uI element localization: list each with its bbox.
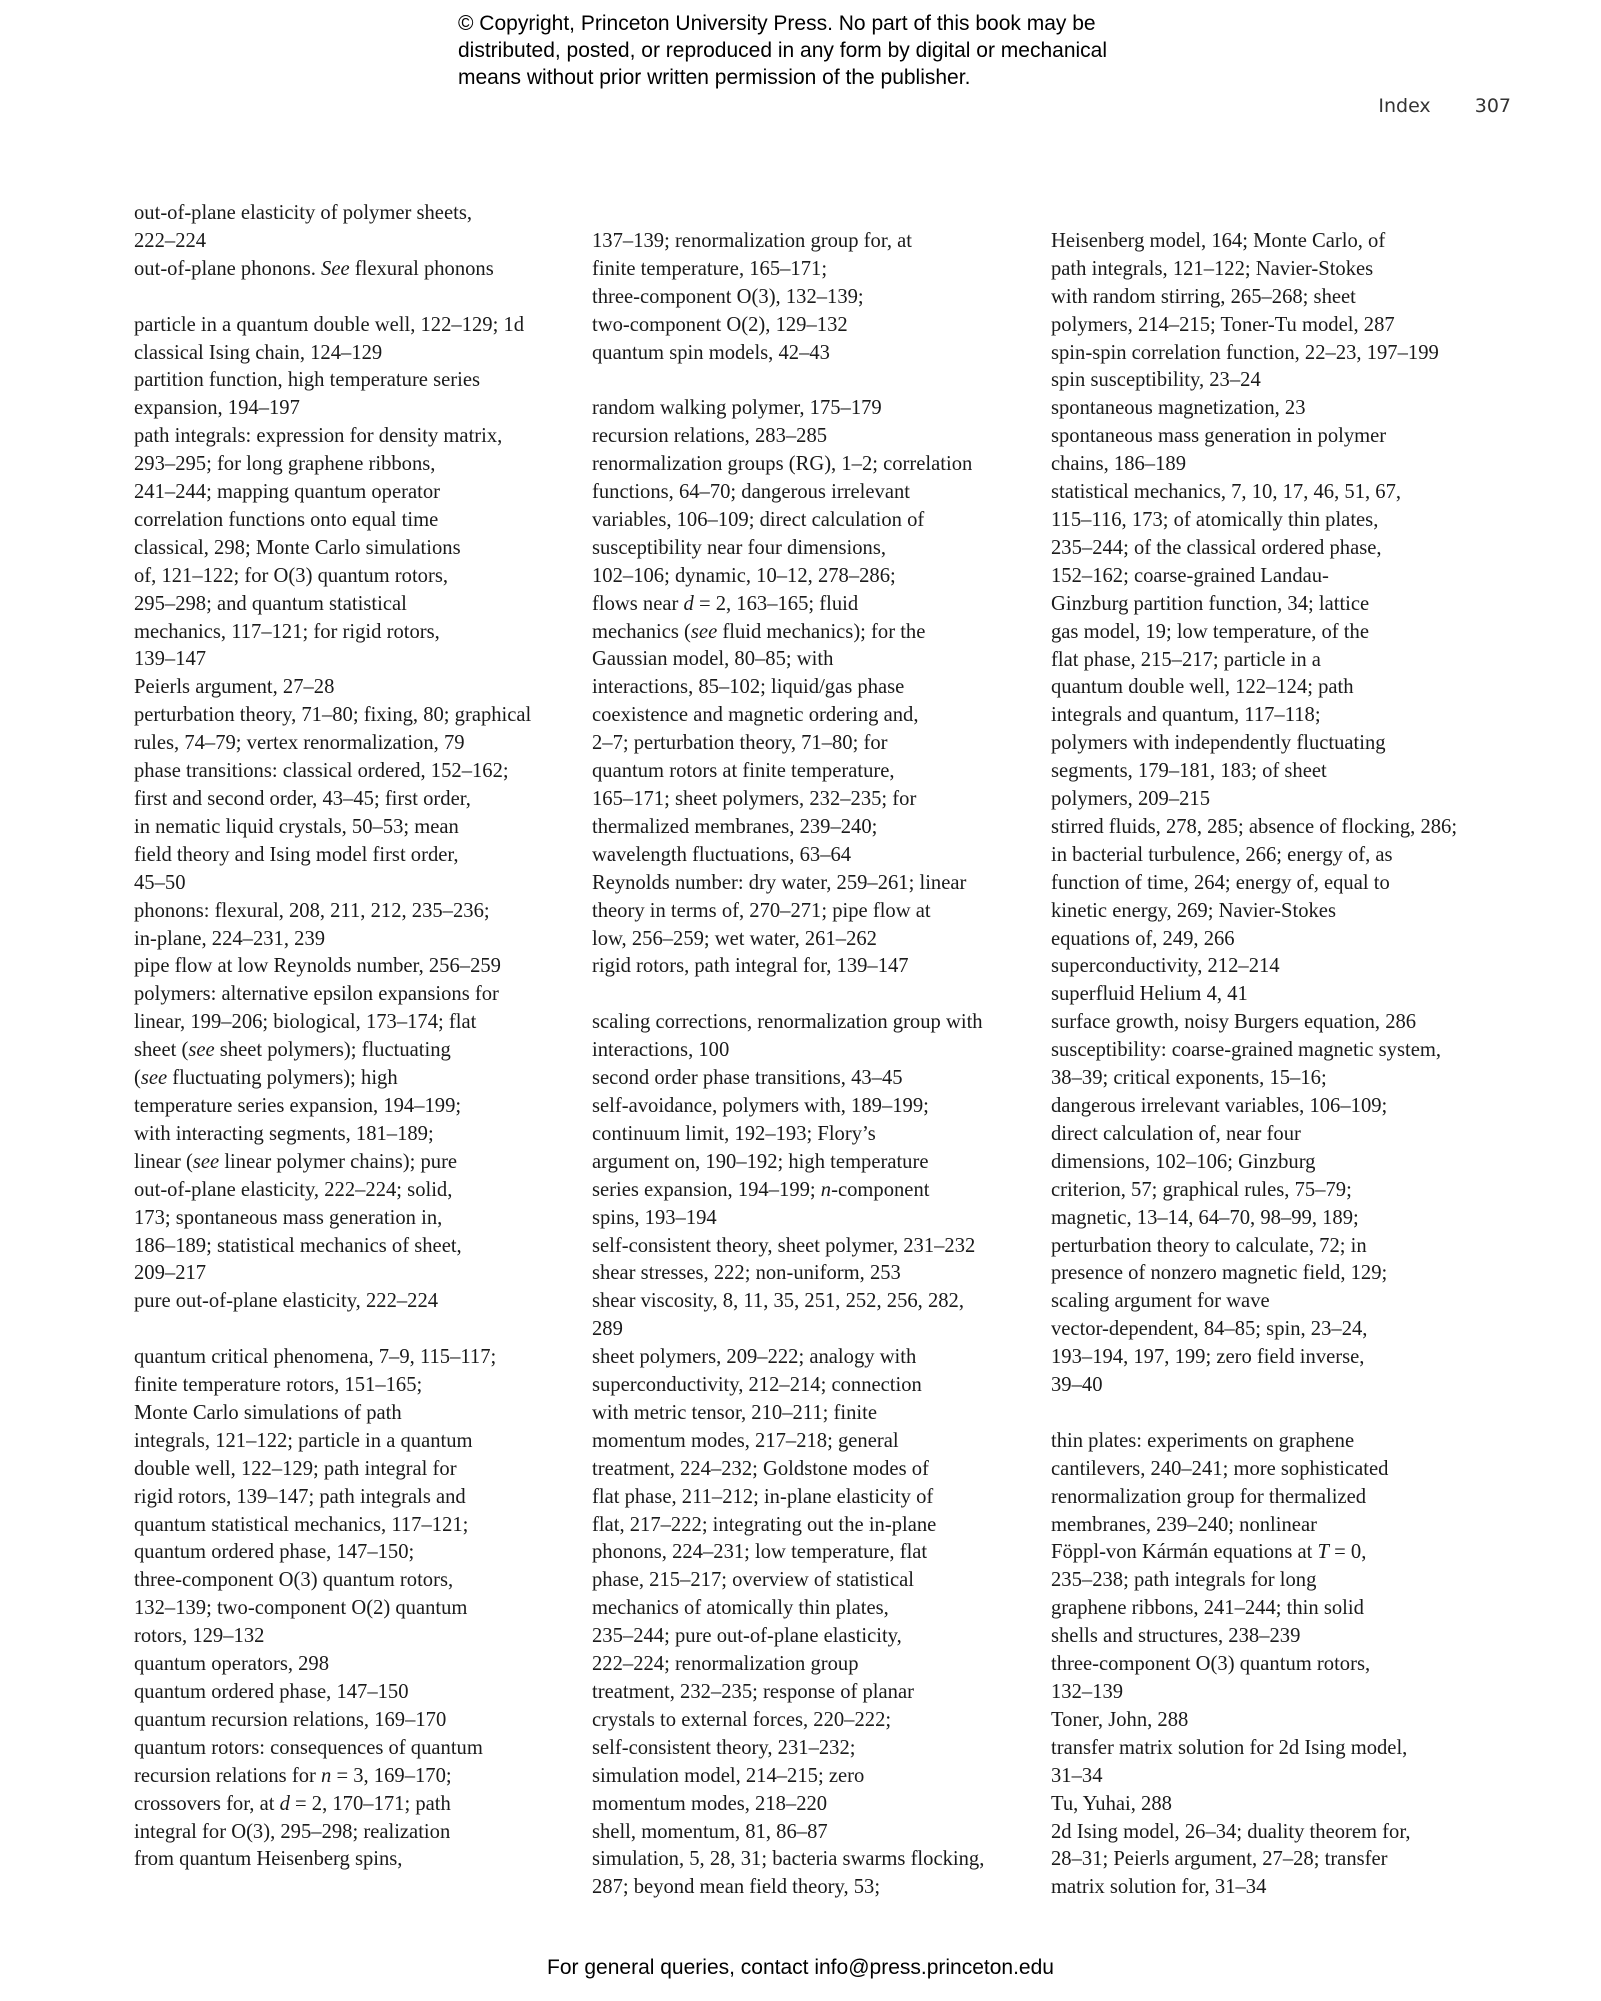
index-entry [134, 674, 564, 702]
index-entry-continuation: quantum statistical mechanics, 117–121; [134, 1513, 469, 1536]
index-entry-continuation: superconductivity, 212–214; connection [592, 1374, 922, 1397]
index-entry [134, 200, 564, 256]
index-entry-line: self-avoidance, polymers with, 189–199; [592, 1094, 929, 1117]
index-entry-continuation: integral for O(3), 295–298; realization [134, 1820, 451, 1843]
index-entry-line: out-of-plane phonons. See flexural phonons [134, 257, 494, 280]
index-entry-line: statistical mechanics, 7, 10, 17, 46, 51, 67, [1051, 481, 1402, 504]
index-entry-continuation: 222–224 [134, 229, 207, 252]
footer-contact: For general queries, contact info@press.princeton.edu [547, 1956, 1054, 1979]
index-entry [1051, 200, 1491, 340]
index-entry-continuation: rules, 74–79; vertex renormalization, 79 [134, 732, 465, 755]
copyright-notice [458, 10, 1218, 91]
index-entry-continuation: expansion, 194–197 [134, 397, 300, 420]
index-entry-line: pipe flow at low Reynolds number, 256–259 [134, 955, 501, 978]
index-entry-continuation: linear (see linear polymer chains); pure [134, 1150, 458, 1173]
index-entry-continuation: perturbation theory to calculate, 72; in [1051, 1234, 1367, 1257]
index-entry-continuation: 132–139; two-component O(2) quantum [134, 1597, 468, 1620]
index-entry-line: path integrals: expression for density matrix, [134, 425, 503, 448]
index-entry-continuation: 287; beyond mean field theory, 53; [592, 1876, 881, 1899]
index-entry-continuation: path integrals, 121–122; Navier-Stokes [1051, 257, 1374, 280]
index-entry-continuation: gas model, 19; low temperature, of the [1051, 620, 1369, 643]
index-entry-line: Reynolds number: dry water, 259–261; linear [592, 871, 967, 894]
letter-group-gap [134, 284, 564, 312]
index-entry-continuation: treatment, 224–232; Goldstone modes of [592, 1457, 929, 1480]
index-entry-continuation: flows near d = 2, 163–165; fluid [592, 592, 859, 615]
index-entry-continuation: 293–295; for long graphene ribbons, [134, 453, 436, 476]
index-entry-continuation: quantum ordered phase, 147–150; [134, 1541, 415, 1564]
index-entry-continuation: classical Ising chain, 124–129 [134, 341, 383, 364]
index-entry [134, 256, 564, 284]
index-entry [134, 702, 564, 758]
index-entry-continuation: momentum modes, 218–220 [592, 1792, 828, 1815]
index-entry-continuation: integrals and quantum, 117–118; [1051, 704, 1321, 727]
index-entry [1051, 1428, 1491, 1651]
index-entry-continuation: three-component O(3), 132–139; [592, 285, 864, 308]
index-entry-line: random walking polymer, 175–179 [592, 397, 882, 420]
index-entry-continuation: 235–244; of the classical ordered phase, [1051, 536, 1382, 559]
index-entry-continuation: spins, 193–194 [592, 1206, 717, 1229]
index-entry-continuation: flat, 217–222; integrating out the in-plane [592, 1513, 937, 1536]
index-entry [1051, 953, 1491, 981]
index-entry-line: particle in a quantum double well, 122–129; 1d [134, 313, 525, 336]
index-entry-continuation: 2–7; perturbation theory, 71–80; for [592, 732, 888, 755]
index-entry-line: recursion relations, 283–285 [592, 425, 828, 448]
index-entry [1051, 395, 1491, 423]
index-entry-continuation: presence of nonzero magnetic field, 129; [1051, 1262, 1388, 1285]
index-entry-line: partition function, high temperature series [134, 369, 480, 392]
index-entry-line: Peierls argument, 27–28 [134, 676, 335, 699]
index-entry-continuation: field theory and Ising model first order, [134, 843, 459, 866]
copyright-line: © Copyright, Princeton University Press. No part of this book may be [458, 12, 1096, 35]
index-entry-continuation: (see fluctuating polymers); high [134, 1067, 398, 1090]
index-entry-line: polymers: alternative epsilon expansions for [134, 983, 499, 1006]
index-column-3 [1051, 200, 1491, 1902]
running-head [1378, 95, 1511, 117]
index-entry-continuation: polymers, 209–215 [1051, 788, 1211, 811]
index-entry-line: 2d Ising model, 26–34; duality theorem for, [1051, 1820, 1411, 1843]
index-entry [1051, 423, 1491, 479]
index-entry-continuation: 186–189; statistical mechanics of sheet, [134, 1234, 462, 1257]
index-entry [592, 1065, 1027, 1093]
index-entry-continuation: rotors, 129–132 [134, 1625, 265, 1648]
index-entry-line: quantum operators, 298 [134, 1653, 330, 1676]
index-entry-continuation: 193–194, 197, 199; zero field inverse, [1051, 1346, 1365, 1369]
index-entry-continuation: three-component O(3) quantum rotors, [134, 1569, 454, 1592]
index-column-1 [134, 200, 564, 1874]
index-entry-continuation: mechanics, 117–121; for rigid rotors, [134, 620, 440, 643]
index-entry-continuation: with interacting segments, 181–189; [134, 1122, 434, 1145]
index-entry-continuation: mechanics of atomically thin plates, [592, 1597, 889, 1620]
index-entry [134, 1707, 564, 1735]
copyright-line: means without prior written permission of the publisher. [458, 66, 971, 89]
index-entry-continuation: 209–217 [134, 1262, 207, 1285]
index-entry-continuation: finite temperature, 165–171; [592, 257, 828, 280]
index-entry-continuation: flat phase, 211–212; in-plane elasticity of [592, 1485, 934, 1508]
index-entry-line: shear viscosity, 8, 11, 35, 251, 252, 256, 282, [592, 1290, 964, 1313]
index-entry-line: rigid rotors, path integral for, 139–147 [592, 955, 909, 978]
index-entry-line: spin susceptibility, 23–24 [1051, 369, 1261, 392]
index-entry [592, 870, 1027, 954]
index-entry-line: perturbation theory, 71–80; fixing, 80; graphical [134, 704, 532, 727]
index-entry-continuation: in nematic liquid crystals, 50–53; mean [134, 815, 459, 838]
index-entry-continuation: 139–147 [134, 648, 207, 671]
index-entry-continuation: mechanics (see fluid mechanics); for the [592, 620, 926, 643]
index-entry-continuation: coexistence and magnetic ordering and, [592, 704, 919, 727]
index-entry-continuation: 38–39; critical exponents, 15–16; [1051, 1067, 1327, 1090]
index-entry [134, 953, 564, 981]
index-entry [592, 1846, 1027, 1902]
index-entry-continuation: Gaussian model, 80–85; with [592, 648, 834, 671]
index-entry-continuation: 235–244; pure out-of-plane elasticity, [592, 1625, 902, 1648]
index-entry [134, 1344, 564, 1651]
index-entry-continuation: in bacterial turbulence, 266; energy of, as [1051, 843, 1393, 866]
index-entry-continuation: low, 256–259; wet water, 261–262 [592, 927, 877, 950]
index-entry-continuation: Föppl-von Kármán equations at T = 0, [1051, 1541, 1367, 1564]
index-entry [134, 423, 564, 674]
index-entry-continuation: 222–224; renormalization group [592, 1653, 859, 1676]
index-entry [592, 200, 1027, 340]
index-entry-continuation: double well, 122–129; path integral for [134, 1457, 457, 1480]
index-entry-line: self-consistent theory, sheet polymer, 231–232 [592, 1234, 976, 1257]
index-entry [1051, 367, 1491, 395]
index-entry-continuation: membranes, 239–240; nonlinear [1051, 1513, 1317, 1536]
index-entry [592, 395, 1027, 423]
index-entry-continuation: direct calculation of, near four [1051, 1122, 1301, 1145]
index-entry-continuation: Monte Carlo simulations of path [134, 1401, 402, 1424]
index-entry [592, 1233, 1027, 1261]
index-entry-continuation: 165–171; sheet polymers, 232–235; for [592, 788, 917, 811]
index-entry-continuation: scaling argument for wave [1051, 1290, 1270, 1313]
index-entry [592, 423, 1027, 451]
index-entry [134, 981, 564, 1288]
index-entry-line [650, 200, 1027, 228]
index-entry-continuation: 137–139; renormalization group for, at [592, 229, 913, 252]
index-entry [1051, 1037, 1491, 1400]
index-entry-continuation: temperature series expansion, 194–199; [134, 1094, 462, 1117]
index-entry-continuation: with random stirring, 265–268; sheet [1051, 285, 1356, 308]
index-entry-continuation: 39–40 [1051, 1374, 1103, 1397]
index-entry-continuation: interactions, 100 [592, 1039, 730, 1062]
index-entry-continuation: phonons, 224–231; low temperature, flat [592, 1541, 928, 1564]
index-entry-continuation: treatment, 232–235; response of planar [592, 1681, 914, 1703]
index-entry-continuation: classical, 298; Monte Carlo simulations [134, 536, 461, 559]
index-entry [134, 1679, 564, 1707]
index-entry-line: surface growth, noisy Burgers equation, 286 [1051, 1011, 1417, 1034]
index-entry-line: quantum ordered phase, 147–150 [134, 1681, 409, 1703]
index-entry-line [1109, 200, 1491, 228]
index-entry-line: quantum rotors: consequences of quantum [134, 1736, 483, 1759]
index-entry [1051, 479, 1491, 814]
index-entry-continuation: correlation functions onto equal time [134, 508, 439, 531]
index-entry-continuation: matrix solution for, 31–34 [1051, 1876, 1267, 1899]
index-entry [592, 451, 1027, 870]
index-entry [1051, 340, 1491, 368]
index-entry-continuation: self-consistent theory, 231–232; [592, 1736, 856, 1759]
index-entry-line: phase transitions: classical ordered, 152–162; [134, 760, 509, 783]
index-entry-continuation: rigid rotors, 139–147; path integrals and [134, 1485, 466, 1508]
index-entry [134, 898, 564, 954]
index-entry [592, 1009, 1027, 1065]
index-entry-continuation: 235–238; path integrals for long [1051, 1569, 1317, 1592]
index-entry [134, 367, 564, 423]
index-entry [1051, 1707, 1491, 1735]
index-entry-continuation: renormalization group for thermalized [1051, 1485, 1367, 1508]
index-entry-line: sheet polymers, 209–222; analogy with [592, 1346, 917, 1369]
index-entry-line: quantum spin models, 42–43 [592, 341, 830, 364]
index-entry [1051, 1735, 1491, 1791]
index-entry-continuation: wavelength fluctuations, 63–64 [592, 843, 852, 866]
index-entry [134, 1651, 564, 1679]
index-entry-continuation: crossovers for, at d = 2, 170–171; path [134, 1792, 451, 1815]
index-entry-line: scaling corrections, renormalization group with [592, 1011, 983, 1034]
index-entry-continuation: 102–106; dynamic, 10–12, 278–286; [592, 564, 896, 587]
index-entry-line: out-of-plane elasticity of polymer sheets, [134, 202, 472, 224]
index-entry-continuation: polymers with independently fluctuating [1051, 732, 1386, 755]
index-entry-line: simulation, 5, 28, 31; bacteria swarms flocking, [592, 1848, 985, 1871]
letter-group-gap [592, 367, 1027, 395]
index-entry-continuation: function of time, 264; energy of, equal to [1051, 871, 1390, 894]
index-entry-continuation: simulation model, 214–215; zero [592, 1764, 865, 1787]
index-entry [592, 1093, 1027, 1233]
index-entry-line: stirred fluids, 278, 285; absence of flocking, 286; [1051, 815, 1458, 838]
index-entry-continuation: of, 121–122; for O(3) quantum rotors, [134, 564, 449, 587]
index-entry-continuation: Ginzburg partition function, 34; lattice [1051, 592, 1370, 615]
index-entry-continuation: crystals to external forces, 220–222; [592, 1708, 892, 1731]
index-entry-continuation: equations of, 249, 266 [1051, 927, 1235, 950]
index-entry-continuation: momentum modes, 217–218; general [592, 1429, 899, 1452]
index-entry [1051, 1651, 1491, 1707]
index-entry-continuation: series expansion, 194–199; n-component [592, 1178, 930, 1201]
index-entry-line: spontaneous magnetization, 23 [1051, 397, 1306, 420]
index-column-2 [592, 200, 1027, 1902]
index-entry-line: superconductivity, 212–214 [1051, 955, 1280, 978]
index-entry-line: three-component O(3) quantum rotors, [1051, 1653, 1371, 1676]
index-entry-line: second order phase transitions, 43–45 [592, 1067, 903, 1090]
index-entry [592, 1819, 1027, 1847]
index-entry-continuation: 115–116, 173; of atomically thin plates, [1051, 508, 1379, 531]
index-entry [592, 1260, 1027, 1288]
index-entry-continuation: 241–244; mapping quantum operator [134, 481, 440, 504]
index-entry-continuation: recursion relations for n = 3, 169–170; [134, 1764, 452, 1787]
index-entry-line: pure out-of-plane elasticity, 222–224 [134, 1290, 439, 1313]
index-entry [592, 1344, 1027, 1818]
index-entry-line: renormalization groups (RG), 1–2; correlation [592, 453, 973, 476]
index-entry-continuation: finite temperature rotors, 151–165; [134, 1374, 423, 1397]
index-entry-continuation: 31–34 [1051, 1764, 1103, 1787]
index-entry-continuation: sheet (see sheet polymers); fluctuating [134, 1039, 451, 1062]
index-entry-line: transfer matrix solution for 2d Ising model, [1051, 1736, 1408, 1759]
index-entry-continuation: chains, 186–189 [1051, 453, 1186, 476]
index-entry-continuation: variables, 106–109; direct calculation of [592, 508, 925, 531]
index-entry-continuation: 152–162; coarse-grained Landau- [1051, 564, 1329, 587]
index-entry-continuation: graphene ribbons, 241–244; thin solid [1051, 1597, 1364, 1620]
index-entry [1051, 1819, 1491, 1903]
index-entry-line: phonons: flexural, 208, 211, 212, 235–236; [134, 899, 490, 922]
index-entry-line: thin plates: experiments on graphene [1051, 1429, 1355, 1452]
index-entry-continuation: quantum double well, 122–124; path [1051, 676, 1354, 699]
index-entry-line: spontaneous mass generation in polymer [1051, 425, 1387, 448]
index-entry-continuation: susceptibility near four dimensions, [592, 536, 886, 559]
index-entry-continuation: cantilevers, 240–241; more sophisticated [1051, 1457, 1389, 1480]
index-entry-continuation: in-plane, 224–231, 239 [134, 927, 326, 950]
copyright-line: distributed, posted, or reproduced in any form by digital or mechanical [458, 39, 1108, 62]
index-entry [134, 1735, 564, 1875]
index-entry-continuation: argument on, 190–192; high temperature [592, 1150, 929, 1173]
index-entry-continuation: criterion, 57; graphical rules, 75–79; [1051, 1178, 1352, 1201]
index-entry [1051, 1791, 1491, 1819]
index-entry-continuation: vector-dependent, 84–85; spin, 23–24, [1051, 1318, 1368, 1341]
index-entry-line: quantum recursion relations, 169–170 [134, 1708, 447, 1731]
index-entry-continuation: from quantum Heisenberg spins, [134, 1848, 403, 1871]
index-entry [1051, 1009, 1491, 1037]
index-entry-continuation: linear, 199–206; biological, 173–174; flat [134, 1011, 477, 1034]
index-entry [134, 312, 564, 368]
index-entry-line: superfluid Helium 4, 41 [1051, 983, 1248, 1006]
index-entry [134, 1288, 564, 1316]
index-entry-continuation: functions, 64–70; dangerous irrelevant [592, 481, 910, 504]
index-entry-continuation: out-of-plane elasticity, 222–224; solid, [134, 1178, 453, 1201]
index-entry-line: shear stresses, 222; non-uniform, 253 [592, 1262, 901, 1285]
index-entry [1051, 981, 1491, 1009]
letter-group-gap [592, 981, 1027, 1009]
index-entry-continuation: two-component O(2), 129–132 [592, 313, 848, 336]
index-entry-continuation: quantum rotors at finite temperature, [592, 760, 895, 783]
index-entry-line: shell, momentum, 81, 86–87 [592, 1820, 828, 1843]
index-entry-line: quantum critical phenomena, 7–9, 115–117; [134, 1346, 497, 1369]
index-entry-continuation: dimensions, 102–106; Ginzburg [1051, 1150, 1316, 1173]
index-entry-continuation: thermalized membranes, 239–240; [592, 815, 878, 838]
index-entry-continuation: 295–298; and quantum statistical [134, 592, 407, 615]
index-entry-continuation: polymers, 214–215; Toner-Tu model, 287 [1051, 313, 1395, 336]
page-number: 307 [1474, 95, 1511, 117]
index-entry-continuation: segments, 179–181, 183; of sheet [1051, 760, 1327, 783]
index-entry [592, 1288, 1027, 1344]
letter-group-gap [134, 1316, 564, 1344]
index-entry-continuation: dangerous irrelevant variables, 106–109; [1051, 1095, 1388, 1117]
index-entry-line: spin-spin correlation function, 22–23, 197–199 [1051, 341, 1439, 364]
index-entry-continuation: flat phase, 215–217; particle in a [1051, 648, 1321, 671]
index-entry-continuation: kinetic energy, 269; Navier-Stokes [1051, 899, 1336, 922]
index-entry-continuation: 28–31; Peierls argument, 27–28; transfer [1051, 1848, 1388, 1871]
index-entry-continuation: shells and structures, 238–239 [1051, 1625, 1301, 1648]
index-entry-continuation: phase, 215–217; overview of statistical [592, 1569, 914, 1592]
index-entry-continuation: first and second order, 43–45; first order, [134, 788, 471, 811]
index-entry-continuation: theory in terms of, 270–271; pipe flow at [592, 899, 931, 922]
index-entry-continuation: integrals, 121–122; particle in a quantum [134, 1429, 473, 1452]
index-entry-continuation: with metric tensor, 210–211; finite [592, 1401, 877, 1424]
index-entry-line: Tu, Yuhai, 288 [1051, 1792, 1172, 1815]
index-entry-continuation: continuum limit, 192–193; Flory’s [592, 1122, 876, 1145]
index-entry-continuation: 173; spontaneous mass generation in, [134, 1206, 443, 1229]
index-entry [592, 953, 1027, 981]
index-entry-continuation: magnetic, 13–14, 64–70, 98–99, 189; [1051, 1206, 1359, 1229]
index-entry-continuation: 289 [592, 1318, 623, 1341]
index-entry [592, 340, 1027, 368]
letter-group-gap [1051, 1400, 1491, 1428]
index-entry [1051, 814, 1491, 954]
index-entry-continuation: Heisenberg model, 164; Monte Carlo, of [1051, 229, 1386, 252]
index-entry-continuation: 45–50 [134, 871, 186, 894]
index-entry [134, 758, 564, 898]
section-title: Index [1378, 95, 1431, 117]
index-entry-line: Toner, John, 288 [1051, 1708, 1189, 1731]
index-entry-line: susceptibility: coarse-grained magnetic system, [1051, 1039, 1442, 1062]
index-entry-continuation: interactions, 85–102; liquid/gas phase [592, 676, 905, 699]
index-entry-continuation: 132–139 [1051, 1681, 1124, 1704]
